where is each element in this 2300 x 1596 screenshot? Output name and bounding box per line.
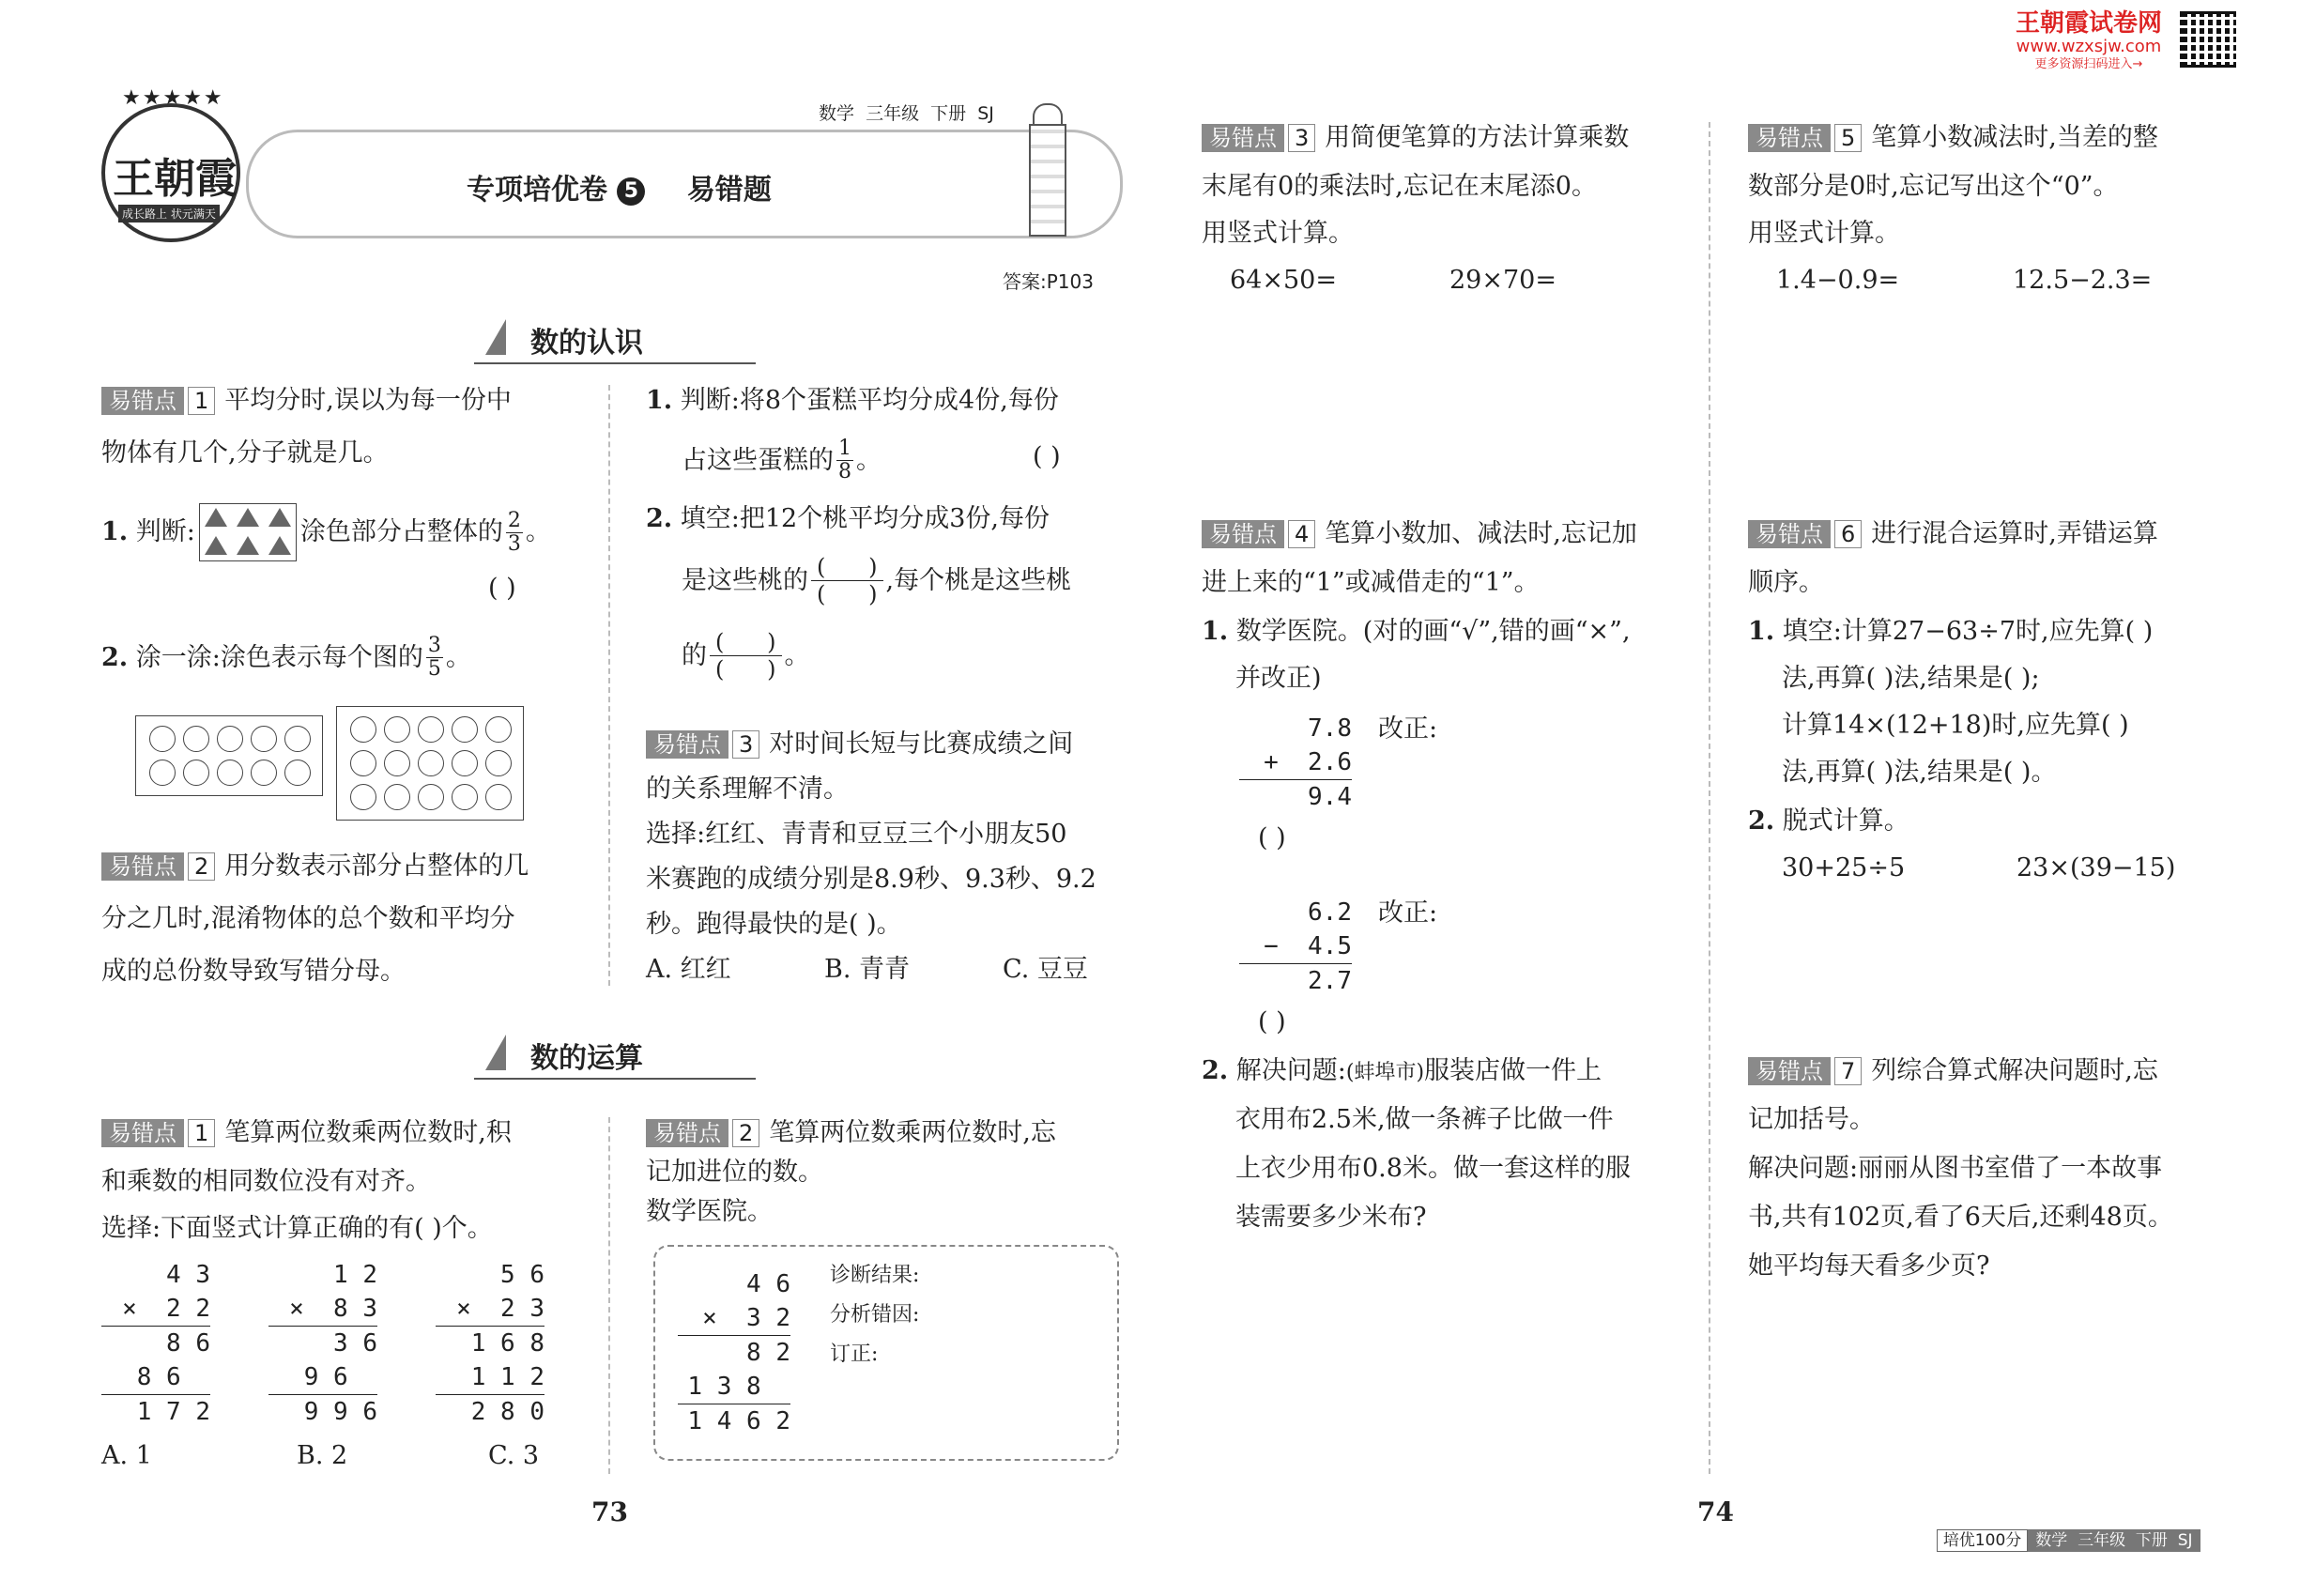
column-divider <box>1709 122 1710 1474</box>
r-error-point-6-line2: 顺序。 <box>1748 568 1824 597</box>
sailboat-icon <box>485 1035 506 1070</box>
r-error-point-3-title: 易错点 3 用简便笔算的方法计算乘数 <box>1202 122 1629 154</box>
column-divider <box>608 385 610 986</box>
sailboat-icon <box>485 319 506 355</box>
diagnosis-cause: 分析错因: <box>830 1303 920 1327</box>
vertical-calc-56x23: 5 6 × 2 3 1 6 8 1 1 2 2 8 0 <box>436 1258 544 1429</box>
error-point-2-line2: 分之几时,混淆物体的总个数和平均分 <box>101 904 515 933</box>
section-title-number-operations <box>474 1027 756 1083</box>
r-error-point-5-line3: 用竖式计算。 <box>1748 219 1900 248</box>
answer-paren[interactable]: ( ) <box>488 574 516 603</box>
error-point-3-line5: 秒。跑得最快的是( )。 <box>646 910 902 939</box>
vertical-calc-6.2-4.5: 6.2 − 4.5 2.7 <box>1239 896 1352 998</box>
op-error-point-2-line2: 记加进位的数。 <box>646 1158 823 1187</box>
answer-paren[interactable]: ( ) <box>1258 823 1286 852</box>
r-error-point-7-line4: 书,共有102页,看了6天后,还剩48页。 <box>1748 1203 2173 1232</box>
site-brand <box>2000 9 2178 73</box>
fix-label: 改正: <box>1378 898 1438 928</box>
triangle-icon <box>237 508 259 527</box>
q2-color: 2. 涂一涂:涂色表示每个图的 $\frac{3}{5}$ 。 <box>101 634 471 681</box>
calc-29x70: 29×70= <box>1449 266 1556 295</box>
op-error-point-1-line2: 和乘数的相同数位没有对齐。 <box>101 1167 431 1196</box>
r2-fill-cont2: 的 ( ) ( ) 。 <box>682 629 810 683</box>
page-number-74: 74 <box>1697 1496 1734 1527</box>
r-error-point-7-line5: 她平均每天看多少页? <box>1748 1251 1990 1281</box>
r-q6-1-line4: 法,再算( )法,结果是( )。 <box>1782 758 2057 787</box>
diagnosis-box <box>653 1245 1119 1461</box>
r-error-point-6-title: 易错点 6 进行混合运算时,弄错运算 <box>1748 518 2158 550</box>
r-q6-1: 1. 填空:计算27−63÷7时,应先算( ) <box>1748 617 2154 646</box>
section-title-text: 数的认识 <box>530 327 643 360</box>
option-b[interactable]: B. 2 <box>297 1441 348 1470</box>
calc-64x50: 64×50= <box>1230 266 1337 295</box>
error-point-1-title: 易错点 1 平均分时,误以为每一份中 <box>101 385 512 417</box>
vertical-calc-46x32: 4 6 × 3 2 8 2 1 3 8 1 4 6 2 <box>678 1267 790 1438</box>
triangle-icon <box>268 508 291 527</box>
op-error-point-2-line3: 数学医院。 <box>646 1197 773 1226</box>
r-q6-1-line3: 计算14×(12+18)时,应先算( ) <box>1782 711 2129 740</box>
error-point-1-title-cont: 物体有几个,分子就是几。 <box>101 438 389 468</box>
r-error-point-3-line2: 末尾有0的乘法时,忘记在末尾添0。 <box>1202 172 1597 201</box>
calc-12.5-2.3: 12.5−2.3= <box>2013 266 2153 295</box>
footer-meta: 数学 三年级 下册 SJ <box>2028 1529 2200 1552</box>
logo-sub: 成长路上 状元满天 <box>118 205 220 223</box>
lighthouse-icon <box>1023 103 1068 235</box>
section-title-number-recognition <box>474 312 756 368</box>
r-error-point-5-line2: 数部分是0时,忘记写出这个“0”。 <box>1748 172 2119 201</box>
r-error-point-3-line3: 用竖式计算。 <box>1202 219 1354 248</box>
q1-judge: 1. 判断: 涂色部分占整体的 $\frac{2}{3}$ 。 <box>101 503 551 561</box>
calc-1.4-0.9: 1.4−0.9= <box>1776 266 1900 295</box>
circle-group-15[interactable] <box>336 706 524 821</box>
site-tip: 更多资源扫码进入→ <box>2034 57 2143 71</box>
r-q6-1-line2: 法,再算( )法,结果是( ); <box>1782 664 2040 693</box>
triangle-icon <box>205 536 227 555</box>
r-error-point-7-line3: 解决问题:丽丽从图书室借了一本故事 <box>1748 1154 2163 1183</box>
op-error-point-1-line3: 选择:下面竖式计算正确的有( )个。 <box>101 1214 493 1243</box>
op-error-point-1-title: 易错点 1 笔算两位数乘两位数时,积 <box>101 1117 512 1149</box>
r-error-point-7-title: 易错点 7 列综合算式解决问题时,忘 <box>1748 1055 2158 1087</box>
header-subtitle: 易错题 <box>686 174 772 207</box>
header-title: 专项培优卷 <box>467 174 607 207</box>
r-error-point-5-title: 易错点 5 笔算小数减法时,当差的整 <box>1748 122 2158 154</box>
section-title-text: 数的运算 <box>530 1042 643 1075</box>
option-a[interactable]: A. 红红 <box>646 955 731 984</box>
r-q1-hospital-cont: 并改正) <box>1235 664 1322 693</box>
site-url[interactable]: www.wzxsjw.com <box>2016 37 2162 56</box>
page-number-73: 73 <box>591 1496 628 1527</box>
logo-badge <box>101 86 240 242</box>
vertical-calc-7.8+2.6: 7.8 + 2.6 9.4 <box>1239 712 1352 814</box>
error-point-3-line2: 的关系理解不清。 <box>646 775 849 804</box>
triangle-icon <box>268 536 291 555</box>
column-divider <box>608 1117 610 1474</box>
r1-judge-cont: 占这些蛋糕的 $\frac{1}{8}$ 。 <box>682 437 882 483</box>
header-banner <box>246 130 1123 238</box>
error-point-3-line4: 米赛跑的成绩分别是8.9秒、9.3秒、9.2 <box>646 865 1096 894</box>
r-error-point-7-line2: 记加括号。 <box>1748 1105 1875 1134</box>
error-point-2-line3: 成的总份数导致写错分母。 <box>101 957 406 986</box>
header-title-num: 5 <box>617 177 645 206</box>
footer-series: 培优100分 <box>1937 1529 2028 1552</box>
triangle-icon <box>205 508 227 527</box>
error-point-2-title: 易错点 2 用分数表示部分占整体的几 <box>101 851 529 882</box>
triangle-icon <box>237 536 259 555</box>
answer-paren[interactable]: ( ) <box>1033 442 1061 471</box>
circle-group-10[interactable] <box>135 715 323 796</box>
error-point-3-title: 易错点 3 对时间长短与比赛成绩之间 <box>646 729 1073 760</box>
calc-23x(39-15): 23×(39−15) <box>2016 853 2176 882</box>
r2-fill-cont: 是这些桃的 ( ) ( ) ,每个桃是这些桃 <box>682 554 1072 607</box>
r-error-point-4-title: 易错点 4 笔算小数加、减法时,忘记加 <box>1202 518 1637 550</box>
r-q2-problem-line4: 装需要多少米布? <box>1235 1203 1427 1232</box>
triangle-grid <box>199 503 297 561</box>
qr-code-icon[interactable] <box>2180 11 2236 68</box>
answer-paren[interactable]: ( ) <box>1258 1007 1286 1036</box>
r-q2-problem-line2: 衣用布2.5米,做一条裤子比做一件 <box>1235 1105 1614 1134</box>
r-q2-problem: 2. 解决问题:(蚌埠市)服装店做一件上 <box>1202 1056 1602 1085</box>
answer-ref: 答案:P103 <box>1003 270 1094 293</box>
star-icon: ★★★★★ <box>122 86 224 110</box>
option-b[interactable]: B. 青青 <box>824 955 911 984</box>
r1-judge: 1. 判断:将8个蛋糕平均分成4份,每份 <box>646 386 1059 415</box>
r-error-point-4-line2: 进上来的“1”或减借走的“1”。 <box>1202 568 1540 597</box>
calc-30+25÷5: 30+25÷5 <box>1782 853 1906 882</box>
footer-badge <box>1926 1508 2200 1550</box>
option-c[interactable]: C. 3 <box>488 1441 540 1470</box>
fraction-blank[interactable]: ( ) ( ) <box>710 629 782 683</box>
r-q1-hospital: 1. 数学医院。(对的画“√”,错的画“×”, <box>1202 617 1631 646</box>
site-name: 王朝霞试卷网 <box>2015 9 2162 38</box>
r-q2-problem-line3: 上衣少用布0.8米。做一套这样的服 <box>1235 1154 1631 1183</box>
diagnosis-fix: 订正: <box>830 1343 879 1366</box>
fix-label: 改正: <box>1378 714 1438 744</box>
option-c[interactable]: C. 豆豆 <box>1003 955 1088 984</box>
logo-text: 王朝霞 <box>113 155 237 203</box>
r-q6-2: 2. 脱式计算。 <box>1748 806 1909 836</box>
option-a[interactable]: A. 1 <box>101 1441 152 1470</box>
r2-fill: 2. 填空:把12个桃平均分成3份,每份 <box>646 504 1050 533</box>
diagnosis-result: 诊断结果: <box>830 1264 920 1287</box>
fraction-blank[interactable]: ( ) ( ) <box>811 554 883 607</box>
op-error-point-2-title: 易错点 2 笔算两位数乘两位数时,忘 <box>646 1117 1056 1149</box>
vertical-calc-12x83: 1 2 × 8 3 3 6 9 6 9 9 6 <box>268 1258 377 1429</box>
vertical-calc-43x22: 4 3 × 2 2 8 6 8 6 1 7 2 <box>101 1258 210 1429</box>
error-point-3-line3: 选择:红红、青青和豆豆三个小朋友50 <box>646 820 1067 849</box>
header-meta: 数学 三年级 下册 SJ <box>819 103 994 124</box>
